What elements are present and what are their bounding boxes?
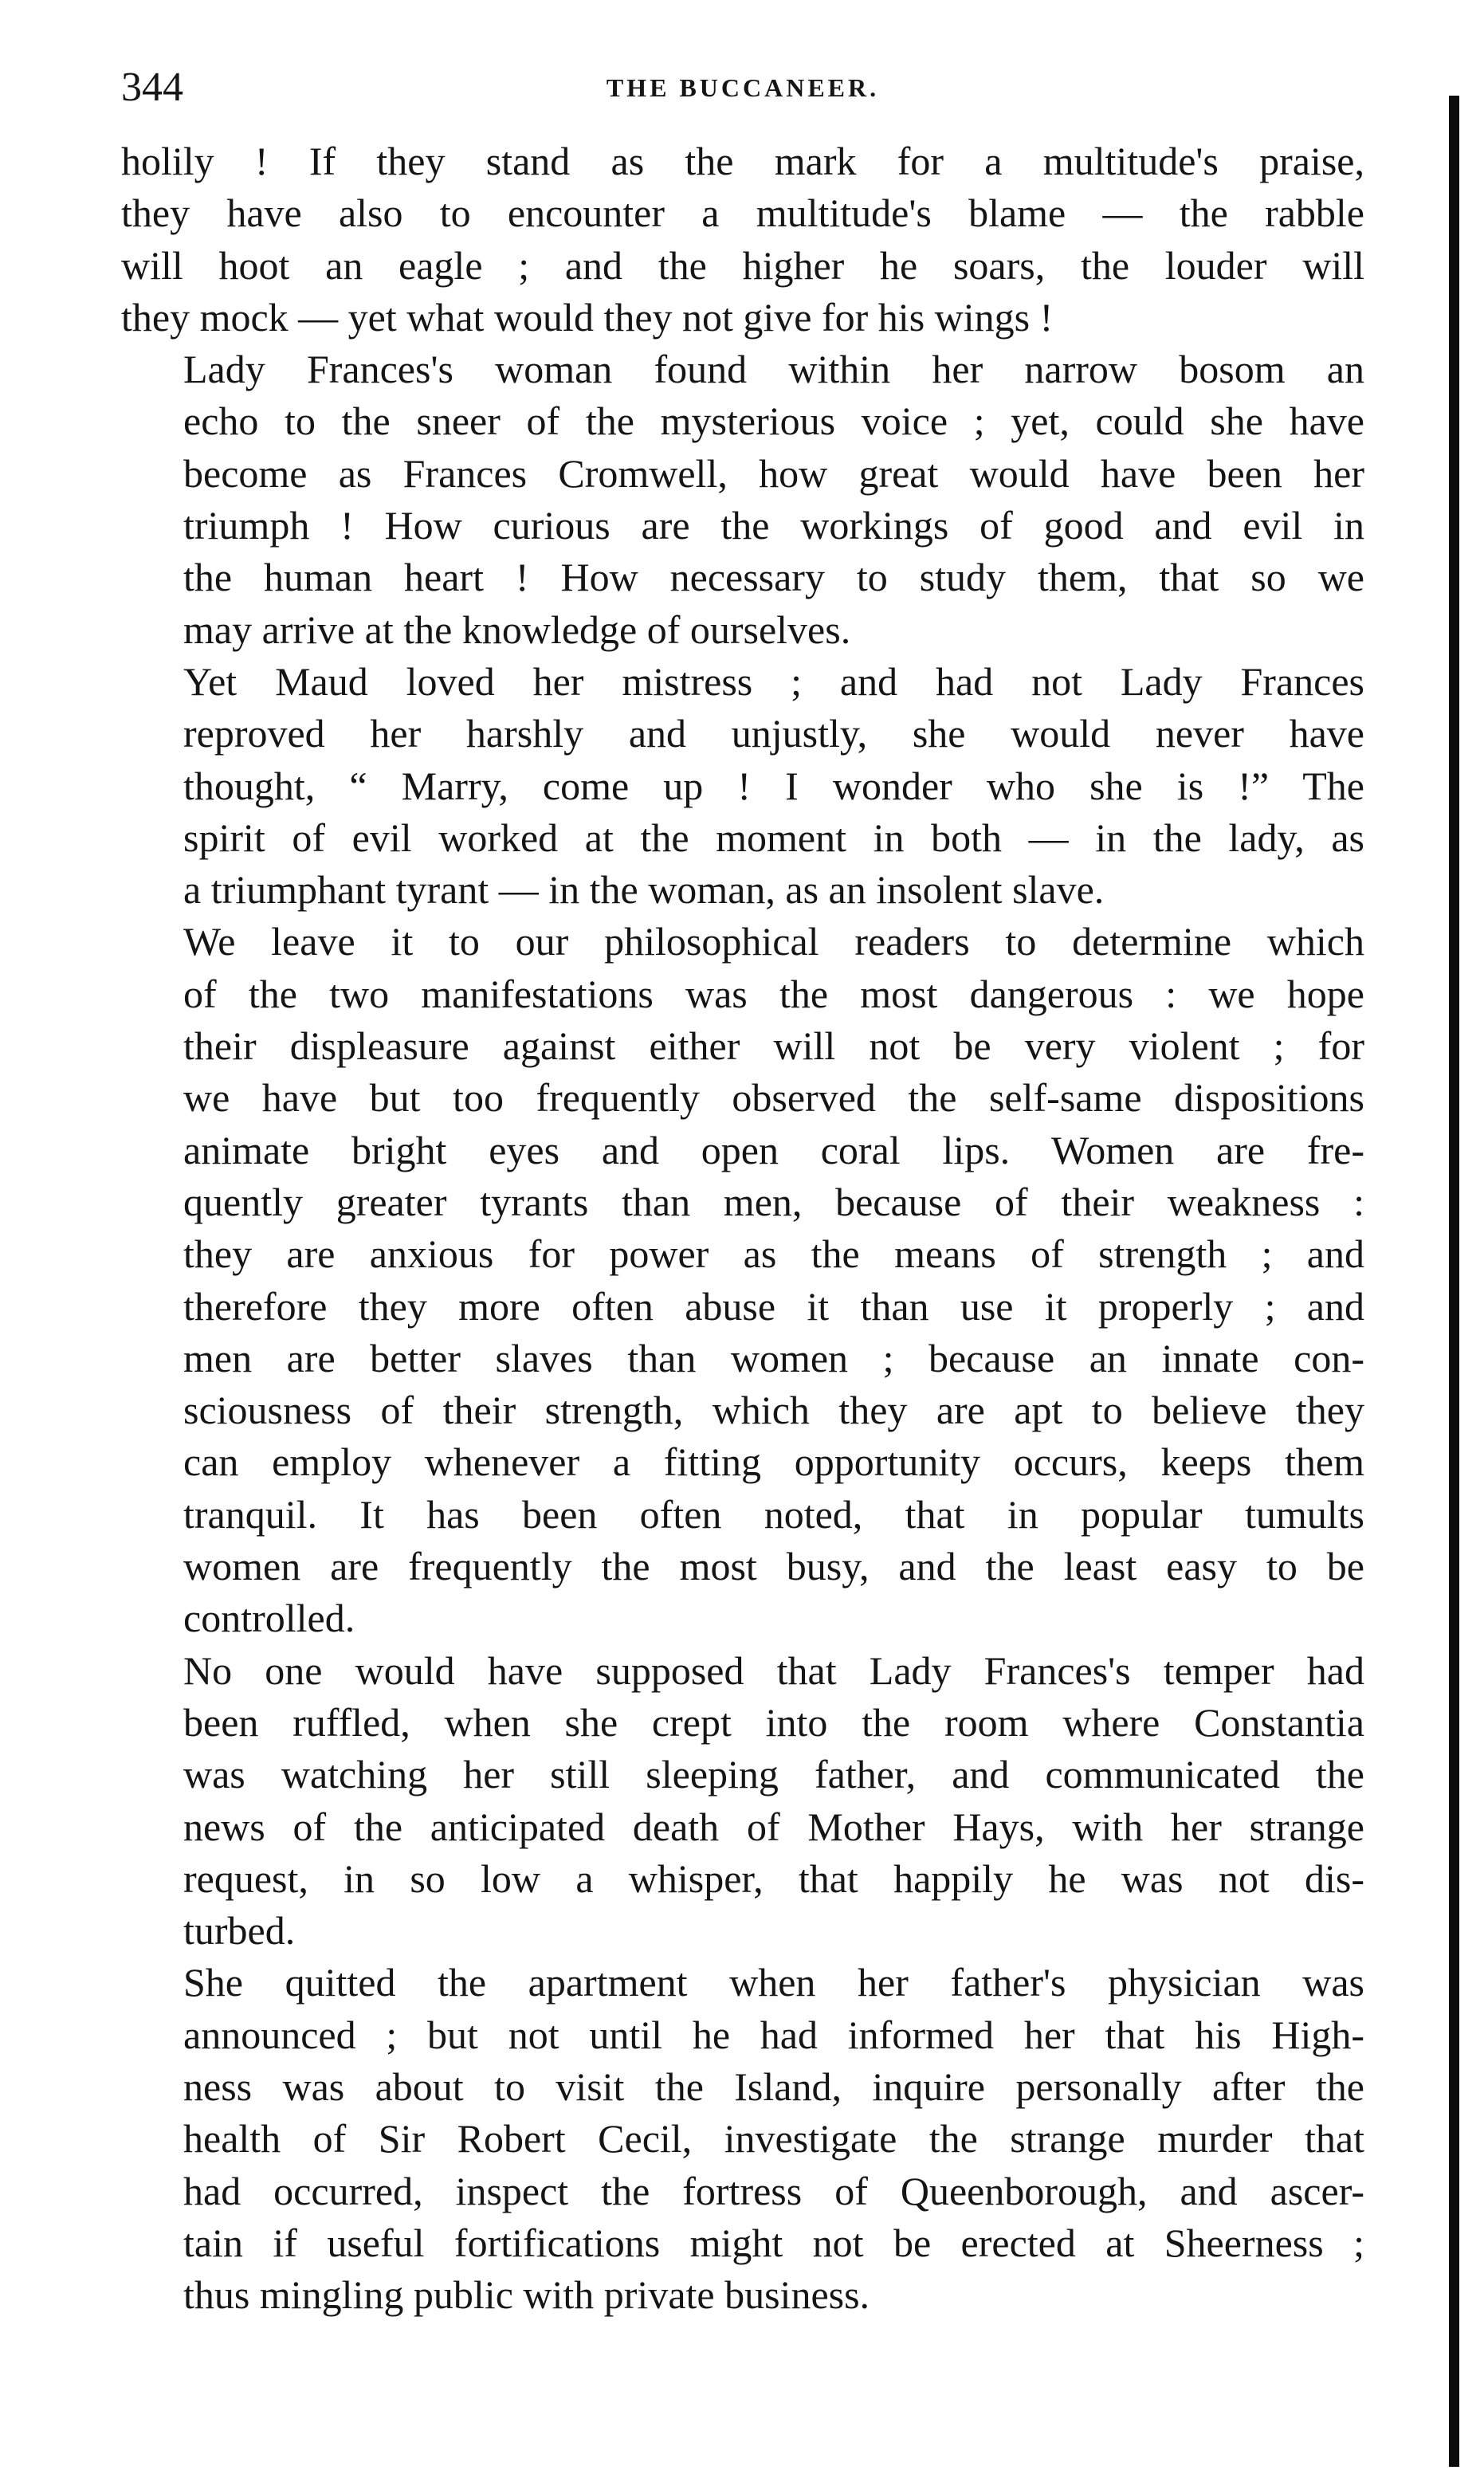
text-line: thus mingling public with private business. xyxy=(183,2272,870,2318)
text-line: thought, “ Marry, come up ! I wonder who she is !” The xyxy=(183,763,1364,808)
text-line: triumph ! How curious are the workings of good and evil in xyxy=(183,503,1364,548)
text-line: She quitted the apartment when her father's physician was xyxy=(183,1960,1364,2005)
paragraph-2 xyxy=(121,344,1364,656)
text-line: tain if useful fortifications might not be erected at Sheerness ; xyxy=(183,2220,1364,2265)
text-line: therefore they more often abuse it than use it properly ; and xyxy=(183,1283,1364,1329)
text-line: men are better slaves than women ; because an innate con- xyxy=(183,1335,1364,1380)
paragraph-3 xyxy=(121,656,1364,916)
paragraph-1 xyxy=(121,135,1364,344)
text-line: of the two manifestations was the most dangerous : we hope xyxy=(183,971,1364,1016)
text-line: will hoot an eagle ; and the higher he soars, the louder will xyxy=(121,242,1364,288)
text-line: was watching her still sleeping father, and communicated the xyxy=(183,1752,1364,1797)
body-text xyxy=(121,135,1364,2321)
text-line: request, in so low a whisper, that happily he was not dis- xyxy=(183,1855,1364,1901)
paragraph-6 xyxy=(121,1957,1364,2321)
text-line: quently greater tyrants than men, because of their weakness : xyxy=(183,1179,1364,1224)
text-line: reproved her harshly and unjustly, she would never have xyxy=(183,711,1364,756)
text-line: women are frequently the most busy, and the least easy to be xyxy=(183,1544,1364,1589)
page-edge-shadow xyxy=(1449,96,1459,2467)
text-line: had occurred, inspect the fortress of Queenborough, and ascer- xyxy=(183,2168,1364,2213)
text-line: become as Frances Cromwell, how great would have been her xyxy=(183,450,1364,496)
paragraph-5 xyxy=(121,1645,1364,1958)
text-line: news of the anticipated death of Mother Hays, with her strange xyxy=(183,1804,1364,1849)
page-header xyxy=(121,56,1364,120)
text-line: Lady Frances's woman found within her narrow bosom an xyxy=(183,347,1364,392)
page-number: 344 xyxy=(121,65,183,110)
text-line: they have also to encounter a multitude's blame — the rabble xyxy=(121,190,1364,236)
text-line: health of Sir Robert Cecil, investigate the strange murder that xyxy=(183,2116,1364,2162)
text-line: may arrive at the knowledge of ourselves. xyxy=(183,607,851,652)
text-line: holily ! If they stand as the mark for a multitude's praise, xyxy=(121,139,1364,183)
text-line: sciousness of their strength, which they are apt to believe they xyxy=(183,1388,1364,1433)
text-line: announced ; but not until he had informed her that his High- xyxy=(183,2012,1364,2057)
text-line: controlled. xyxy=(183,1596,355,1641)
text-line: spirit of evil worked at the moment in both — in the lady, as xyxy=(183,815,1364,860)
text-line: we have but too frequently observed the self-same dispositions xyxy=(183,1075,1364,1121)
text-line: ness was about to visit the Island, inquire personally after the xyxy=(183,2064,1364,2109)
text-line: tranquil. It has been often noted, that in popular tumults xyxy=(183,1491,1364,1537)
paragraph-4 xyxy=(121,916,1364,1644)
text-line: the human heart ! How necessary to study them, that so we xyxy=(183,555,1364,600)
text-line: their displeasure against either will not be very violent ; for xyxy=(183,1023,1364,1069)
text-line: a triumphant tyrant — in the woman, as an insolent slave. xyxy=(183,867,1105,913)
text-line: We leave it to our philosophical readers to determine which xyxy=(183,919,1364,964)
text-line: Yet Maud loved her mistress ; and had not Lady Frances xyxy=(183,658,1364,704)
text-line: echo to the sneer of the mysterious voice ; yet, could she have xyxy=(183,399,1364,444)
running-title: THE BUCCANEER. xyxy=(606,73,880,102)
text-line: they mock — yet what would they not give for his wings ! xyxy=(121,294,1054,340)
text-line: No one would have supposed that Lady Frances's temper had xyxy=(183,1647,1364,1693)
text-line: been ruffled, when she crept into the room where Constantia xyxy=(183,1699,1364,1745)
text-line: turbed. xyxy=(183,1908,296,1954)
text-line: can employ whenever a fitting opportunity occurs, keeps them xyxy=(183,1439,1364,1485)
text-line: they are anxious for power as the means of strength ; and xyxy=(183,1231,1364,1277)
text-line: animate bright eyes and open coral lips. Women are fre- xyxy=(183,1127,1364,1172)
